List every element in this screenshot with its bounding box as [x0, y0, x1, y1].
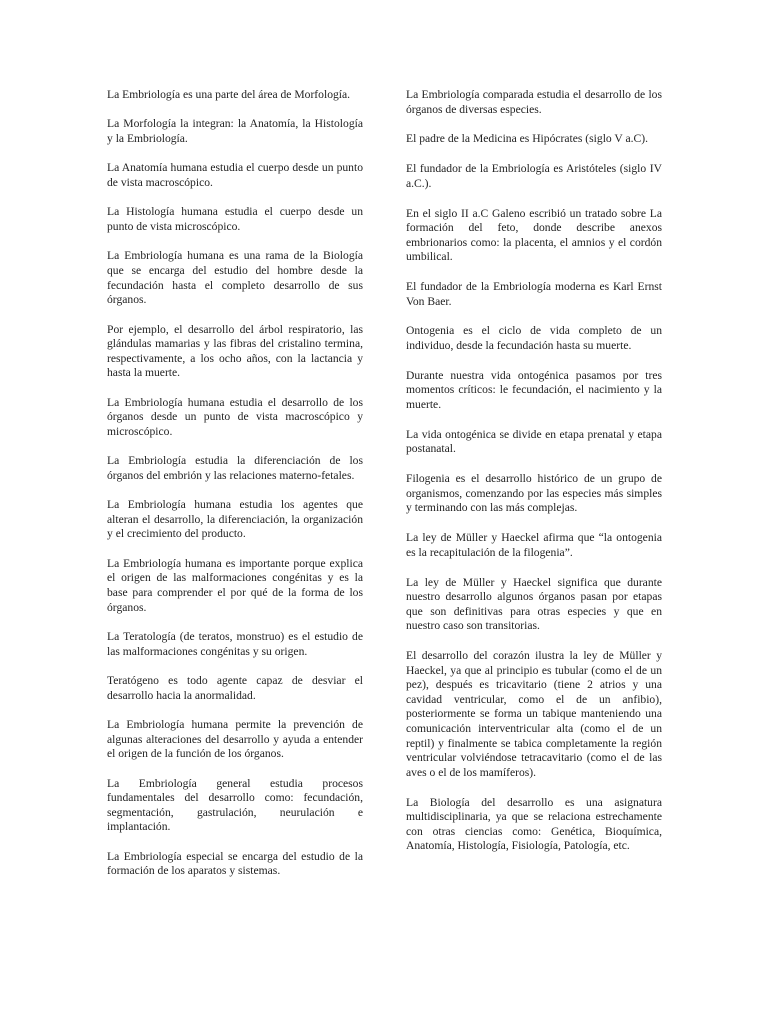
paragraph: La Embriología humana estudia los agentes que alteran el desarrollo, la diferenciación, la organización y el crecimiento del producto. — [107, 498, 363, 541]
paragraph: La Embriología general estudia procesos fundamentales del desarrollo como: fecundación, segmentación, gastrulación, neurulación e implantación. — [107, 776, 363, 834]
right-column — [406, 88, 662, 869]
paragraph: La Embriología comparada estudia el desarrollo de los órganos de diversas especies. — [406, 88, 662, 116]
paragraph: La Embriología estudia la diferenciación de los órganos del embrión y las relaciones materno-fetales. — [107, 454, 363, 482]
paragraph: La Embriología especial se encarga del estudio de la formación de los aparatos y sistemas. — [107, 849, 363, 878]
paragraph: El desarrollo del corazón ilustra la ley de Müller y Haeckel, ya que al principio es tubular (como el de un pez), después es tricavitario (tiene 2 atrios y una cavidad ventricular, como el de un anfibio), posteriormente se forma un tabique manteniendo una comunicación interventricular alta (como el de un reptil) y finalmente se tabica completamente la región ventricular volviéndose tetracavitario (como el de las aves o el de los mamíferos). — [406, 649, 662, 779]
paragraph: La Embriología humana estudia el desarrollo de los órganos desde un punto de vista macroscópico y microscópico. — [107, 395, 363, 438]
paragraph: El padre de la Medicina es Hipócrates (siglo V a.C). — [406, 132, 649, 146]
paragraph: El fundador de la Embriología moderna es Karl Ernst Von Baer. — [406, 280, 662, 308]
paragraph: Filogenia es el desarrollo histórico de un grupo de organismos, comenzando por las especies más simples y terminando con las más complejas. — [406, 472, 662, 515]
paragraph: La Morfología la integran: la Anatomía, la Histología y la Embriología. — [107, 117, 363, 145]
paragraph: Ontogenia es el ciclo de vida completo de un individuo, desde la fecundación hasta su muerte. — [406, 324, 662, 353]
left-column — [107, 88, 363, 894]
paragraph: La Embriología humana permite la prevención de algunas alteraciones del desarrollo y ayuda a entender el origen de la función de los órganos. — [107, 717, 363, 761]
paragraph: La Embriología humana es una rama de la Biología que se encarga del estudio del hombre desde la fecundación hasta el completo desarrollo de sus órganos. — [107, 249, 363, 307]
paragraph: La vida ontogénica se divide en etapa prenatal y etapa postanatal. — [406, 427, 662, 456]
paragraph: El fundador de la Embriología es Aristóteles (siglo IV a.C.). — [406, 162, 662, 190]
paragraph: La Teratología (de teratos, monstruo) es el estudio de las malformaciones congénitas y su origen. — [107, 630, 363, 658]
paragraph: La Anatomía humana estudia el cuerpo desde un punto de vista macroscópico. — [107, 161, 363, 189]
paragraph: La Embriología es una parte del área de Morfología. — [107, 88, 351, 101]
paragraph: La ley de Müller y Haeckel afirma que “la ontogenia es la recapitulación de la filogenia”. — [406, 531, 662, 559]
paragraph: Por ejemplo, el desarrollo del árbol respiratorio, las glándulas mamarias y las fibras del cristalino termina, respectivamente, a los ocho años, con la lactancia y hasta la muerte. — [107, 322, 363, 380]
paragraph: La Embriología humana es importante porque explica el origen de las malformaciones congénitas y es la base para comprender el por qué de la forma de los órganos. — [107, 556, 363, 614]
paragraph: La Histología humana estudia el cuerpo desde un punto de vista microscópico. — [107, 205, 363, 233]
paragraph: Teratógeno es todo agente capaz de desviar el desarrollo hacia la anormalidad. — [107, 673, 363, 702]
paragraph: La ley de Müller y Haeckel significa que durante nuestro desarrollo algunos órganos pasan por etapas que son definitivas para otras especies y que en nuestro caso son transitorias. — [406, 575, 662, 633]
paragraph: Durante nuestra vida ontogénica pasamos por tres momentos críticos: le fecundación, el nacimiento y la muerte. — [406, 368, 662, 412]
paragraph: La Biología del desarrollo es una asignatura multidisciplinaria, ya que se relaciona estrechamente con otras ciencias como: Genética, Bioquímica, Anatomía, Histología, Fisiología, Patología, etc. — [406, 795, 662, 853]
paragraph: En el siglo II a.C Galeno escribió un tratado sobre La formación del feto, donde describe anexos embrionarios como: la placenta, el amnios y el cordón umbilical. — [406, 206, 662, 264]
